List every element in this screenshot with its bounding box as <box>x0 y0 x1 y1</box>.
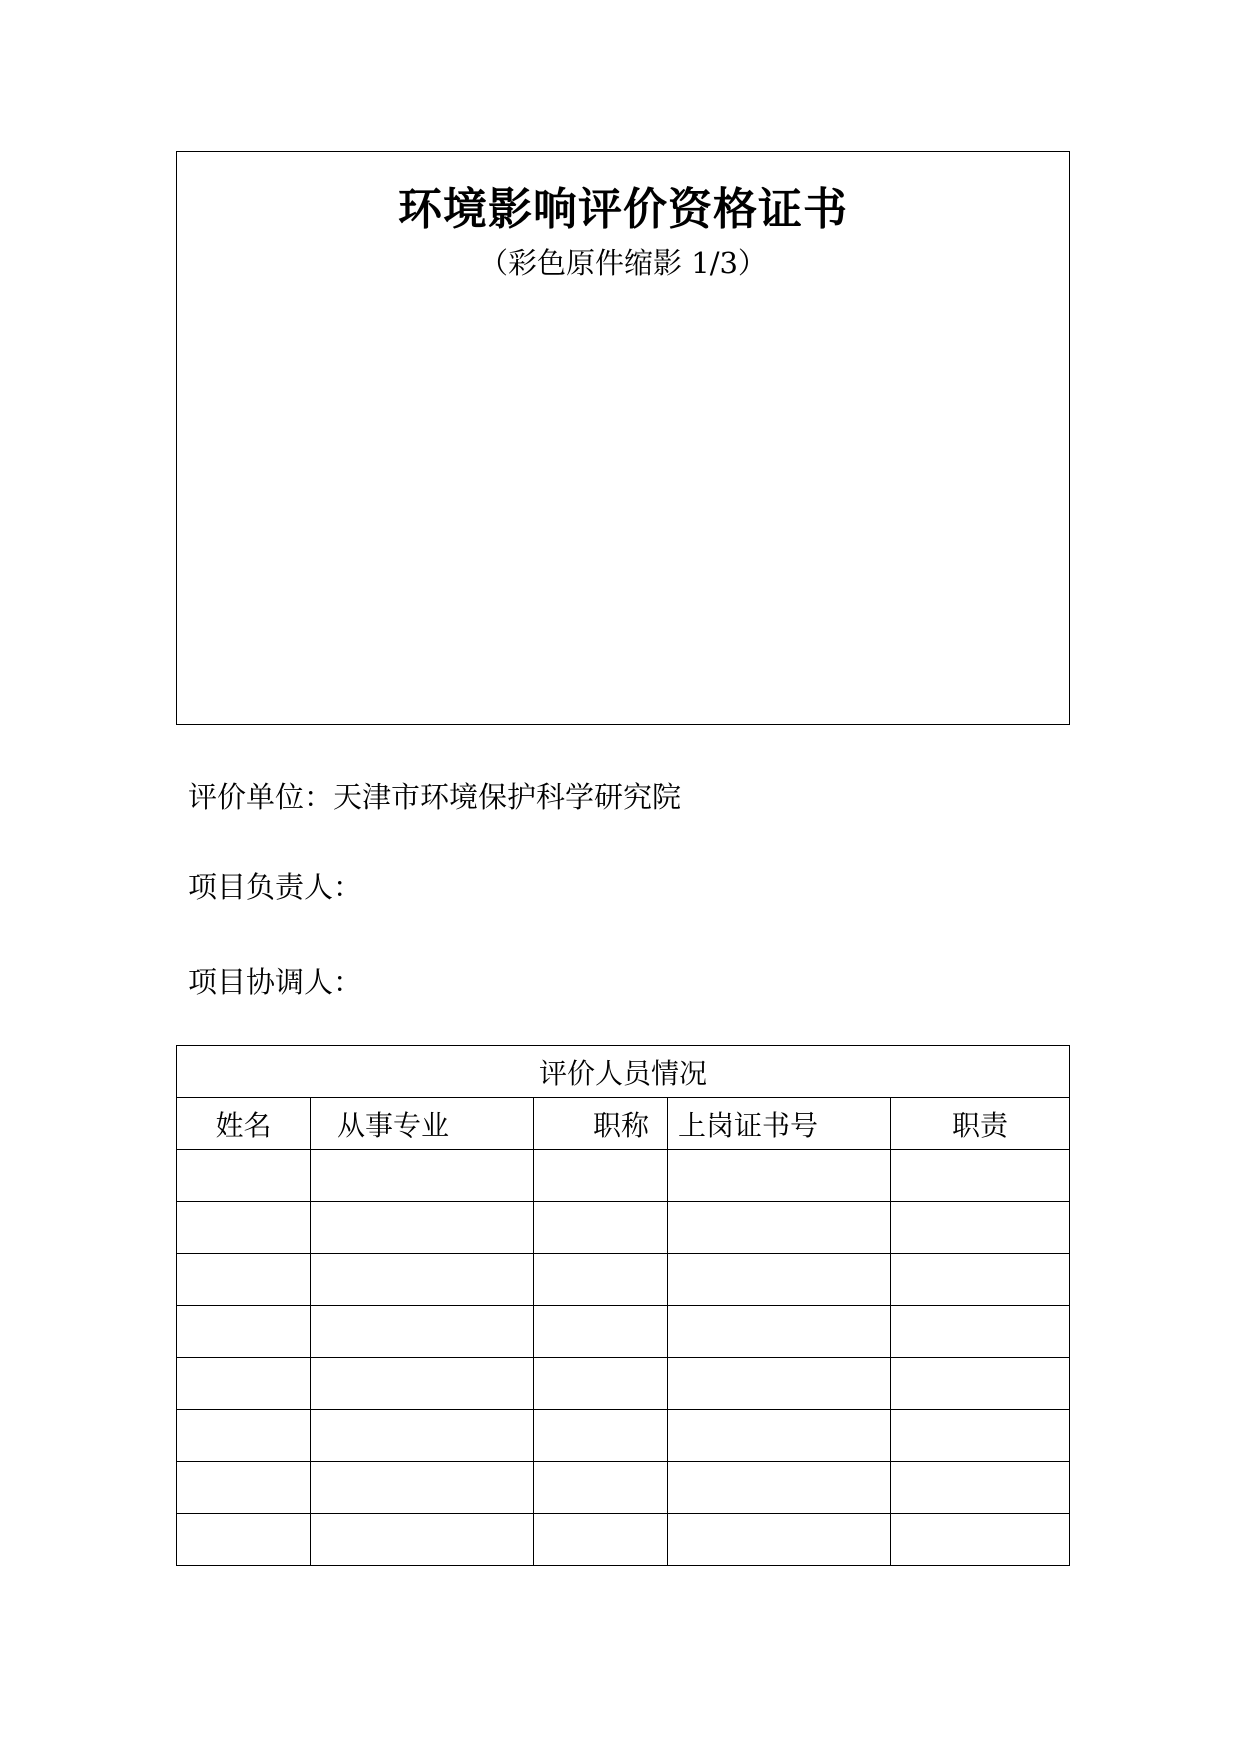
cell-certificate-no <box>668 1462 891 1514</box>
project-leader-label: 项目负责人： <box>188 870 363 904</box>
cell-name <box>177 1254 311 1306</box>
cell-name <box>177 1358 311 1410</box>
table-row <box>177 1150 1070 1202</box>
table-row <box>177 1202 1070 1254</box>
table-row <box>177 1410 1070 1462</box>
staff-table <box>176 1045 1070 1566</box>
cell-certificate-no <box>668 1202 891 1254</box>
cell-certificate-no <box>668 1358 891 1410</box>
cell-duty <box>891 1202 1070 1254</box>
cell-title <box>534 1514 668 1566</box>
cell-certificate-no <box>668 1306 891 1358</box>
cell-duty <box>891 1462 1070 1514</box>
cell-duty <box>891 1150 1070 1202</box>
cell-major <box>311 1254 534 1306</box>
project-leader-line <box>188 870 362 905</box>
cell-title <box>534 1254 668 1306</box>
evaluation-unit-label: 评价单位： <box>188 780 334 814</box>
cell-duty <box>891 1306 1070 1358</box>
project-coordinator-line <box>188 965 362 1000</box>
cell-duty <box>891 1358 1070 1410</box>
cell-certificate-no <box>668 1514 891 1566</box>
staff-table-caption: 评价人员情况 <box>177 1046 1070 1098</box>
table-row <box>177 1306 1070 1358</box>
cell-name <box>177 1150 311 1202</box>
staff-table-caption-row <box>177 1046 1070 1098</box>
evaluation-unit-line <box>188 780 681 815</box>
cell-name <box>177 1306 311 1358</box>
header-duty: 职责 <box>891 1098 1070 1150</box>
cell-name <box>177 1202 311 1254</box>
cell-duty <box>891 1514 1070 1566</box>
certificate-frame <box>176 151 1070 725</box>
header-certificate-no: 上岗证书号 <box>668 1098 891 1150</box>
header-name: 姓名 <box>177 1098 311 1150</box>
cell-name <box>177 1462 311 1514</box>
cell-title <box>534 1358 668 1410</box>
certificate-title: 环境影响评价资格证书 <box>398 184 848 235</box>
cell-title <box>534 1306 668 1358</box>
table-row <box>177 1462 1070 1514</box>
cell-title <box>534 1410 668 1462</box>
cell-certificate-no <box>668 1150 891 1202</box>
cell-major <box>311 1306 534 1358</box>
cell-title <box>534 1150 668 1202</box>
cell-name <box>177 1514 311 1566</box>
cell-major <box>311 1150 534 1202</box>
cell-certificate-no <box>668 1410 891 1462</box>
certificate-subtitle: （彩色原件缩影 1/3） <box>479 246 767 280</box>
cell-major <box>311 1462 534 1514</box>
cell-title <box>534 1462 668 1514</box>
evaluation-unit-value: 天津市环境保护科学研究院 <box>333 780 682 814</box>
cell-major <box>311 1202 534 1254</box>
cell-title <box>534 1202 668 1254</box>
cell-duty <box>891 1410 1070 1462</box>
table-row <box>177 1358 1070 1410</box>
header-title: 职称 <box>534 1098 668 1150</box>
cell-major <box>311 1514 534 1566</box>
table-row <box>177 1254 1070 1306</box>
cell-major <box>311 1358 534 1410</box>
project-coordinator-label: 项目协调人： <box>188 965 363 999</box>
cell-duty <box>891 1254 1070 1306</box>
table-row <box>177 1514 1070 1566</box>
cell-name <box>177 1410 311 1462</box>
cell-certificate-no <box>668 1254 891 1306</box>
header-major: 从事专业 <box>311 1098 534 1150</box>
cell-major <box>311 1410 534 1462</box>
staff-table-header-row <box>177 1098 1070 1150</box>
